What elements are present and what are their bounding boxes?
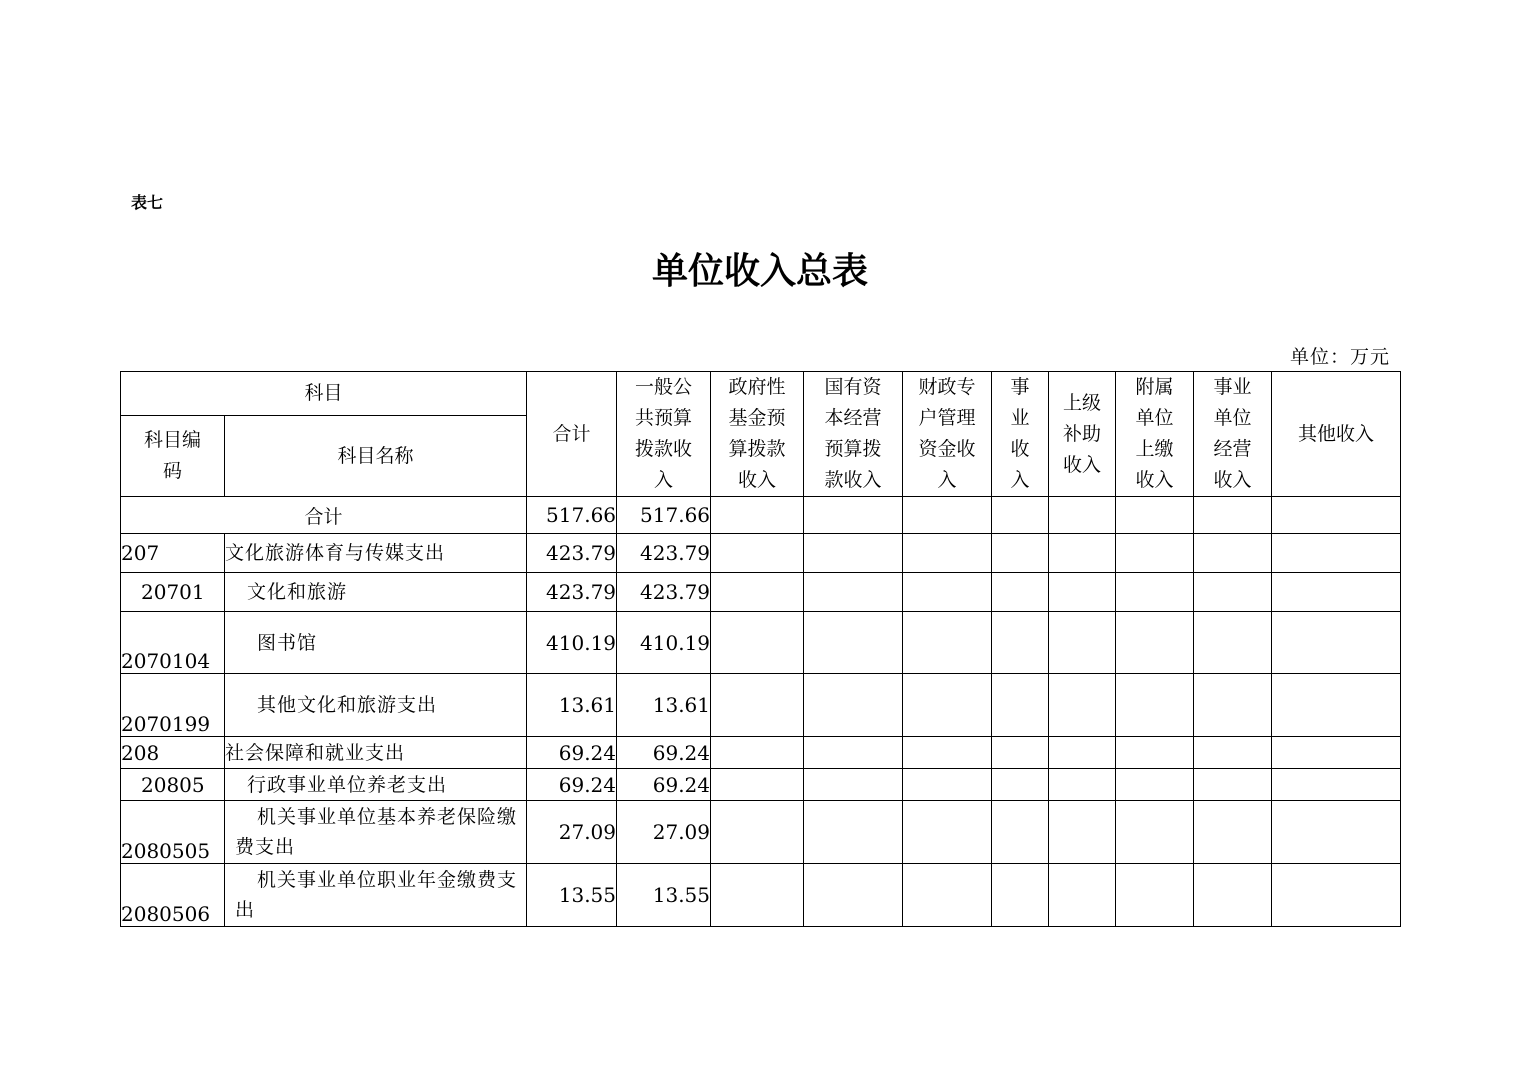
cell-code: 20701 [121,573,225,612]
empty-cell [804,737,903,769]
empty-cell [804,801,903,864]
empty-cell [1116,737,1194,769]
header-gov-fund: 政府性基金预算拨款收入 [711,372,804,497]
unit-label: 单位：万元 [1289,346,1390,368]
empty-cell [804,534,903,573]
empty-cell [992,573,1049,612]
empty-cell [992,737,1049,769]
cell-code: 2070104 [121,612,225,674]
total-row [121,497,1401,534]
empty-cell [1116,864,1194,927]
header-total: 合计 [527,372,617,497]
cell-name: 机关事业单位基本养老保险缴费支出 [225,801,527,864]
cell-code: 207 [121,534,225,573]
empty-cell [1272,674,1401,737]
cell-name: 文化旅游体育与传媒支出 [225,534,527,573]
empty-cell [711,737,804,769]
header-business-income: 事业收入 [992,372,1049,497]
empty-cell [903,573,992,612]
total-row-label: 合计 [121,497,527,534]
header-affiliated: 附属单位上缴收入 [1116,372,1194,497]
cell-general-budget: 69.24 [617,769,711,801]
cell-general-budget: 69.24 [617,737,711,769]
cell-code: 2080505 [121,801,225,864]
empty-cell [1194,737,1272,769]
income-summary-table [120,371,1401,927]
empty-cell [1194,497,1272,534]
empty-cell [711,573,804,612]
empty-cell [992,801,1049,864]
empty-cell [711,674,804,737]
table-row [121,612,1401,674]
cell-code: 2070199 [121,674,225,737]
table-row [121,674,1401,737]
cell-general-budget: 13.55 [617,864,711,927]
table-row [121,801,1401,864]
empty-cell [1116,801,1194,864]
empty-cell [1049,864,1116,927]
empty-cell [1116,497,1194,534]
cell-code: 20805 [121,769,225,801]
empty-cell [1049,573,1116,612]
empty-cell [1116,534,1194,573]
empty-cell [903,497,992,534]
empty-cell [1049,612,1116,674]
empty-cell [1049,801,1116,864]
empty-cell [711,864,804,927]
table-row [121,864,1401,927]
cell-total: 517.66 [527,497,617,534]
empty-cell [1194,801,1272,864]
header-fiscal-special: 财政专户管理资金收入 [903,372,992,497]
table-row [121,534,1401,573]
cell-total: 69.24 [527,737,617,769]
empty-cell [903,801,992,864]
empty-cell [1272,573,1401,612]
empty-cell [1049,737,1116,769]
table-row [121,573,1401,612]
cell-total: 69.24 [527,769,617,801]
empty-cell [903,864,992,927]
empty-cell [903,612,992,674]
empty-cell [992,864,1049,927]
cell-total: 13.61 [527,674,617,737]
cell-general-budget: 517.66 [617,497,711,534]
table-row [121,769,1401,801]
empty-cell [903,534,992,573]
cell-general-budget: 423.79 [617,573,711,612]
cell-code: 2080506 [121,864,225,927]
empty-cell [1194,864,1272,927]
cell-name: 图书馆 [225,612,527,674]
cell-total: 423.79 [527,534,617,573]
cell-name: 社会保障和就业支出 [225,737,527,769]
cell-total: 410.19 [527,612,617,674]
empty-cell [1116,674,1194,737]
cell-name: 文化和旅游 [225,573,527,612]
cell-code: 208 [121,737,225,769]
empty-cell [711,801,804,864]
table-row [121,737,1401,769]
cell-name: 行政事业单位养老支出 [225,769,527,801]
empty-cell [1272,801,1401,864]
empty-cell [1272,497,1401,534]
empty-cell [1049,674,1116,737]
header-subject-code: 科目编码 [121,416,225,497]
header-subject: 科目 [121,372,527,416]
empty-cell [711,497,804,534]
empty-cell [992,612,1049,674]
empty-cell [903,769,992,801]
cell-general-budget: 410.19 [617,612,711,674]
empty-cell [711,612,804,674]
cell-total: 423.79 [527,573,617,612]
cell-total: 13.55 [527,864,617,927]
empty-cell [804,612,903,674]
page-title: 单位收入总表 [651,251,868,292]
empty-cell [1272,737,1401,769]
empty-cell [804,573,903,612]
cell-general-budget: 13.61 [617,674,711,737]
cell-general-budget: 423.79 [617,534,711,573]
header-operating: 事业单位经营收入 [1194,372,1272,497]
cell-general-budget: 27.09 [617,801,711,864]
empty-cell [1272,864,1401,927]
empty-cell [1272,612,1401,674]
cell-name: 机关事业单位职业年金缴费支出 [225,864,527,927]
empty-cell [992,769,1049,801]
empty-cell [1194,674,1272,737]
empty-cell [903,737,992,769]
empty-cell [804,769,903,801]
table-number-label: 表七 [131,193,164,212]
empty-cell [1272,769,1401,801]
empty-cell [1116,573,1194,612]
empty-cell [1194,573,1272,612]
cell-name: 其他文化和旅游支出 [225,674,527,737]
header-subject-name: 科目名称 [225,416,527,497]
empty-cell [992,497,1049,534]
empty-cell [1194,612,1272,674]
empty-cell [804,674,903,737]
header-general-budget: 一般公共预算拨款收入 [617,372,711,497]
empty-cell [1049,769,1116,801]
empty-cell [992,534,1049,573]
empty-cell [1049,497,1116,534]
empty-cell [1116,612,1194,674]
empty-cell [1116,769,1194,801]
empty-cell [804,497,903,534]
empty-cell [992,674,1049,737]
empty-cell [711,769,804,801]
empty-cell [1049,534,1116,573]
empty-cell [1272,534,1401,573]
empty-cell [903,674,992,737]
cell-total: 27.09 [527,801,617,864]
header-other-income: 其他收入 [1272,372,1401,497]
header-superior-subsidy: 上级补助收入 [1049,372,1116,497]
header-state-capital: 国有资本经营预算拨款收入 [804,372,903,497]
empty-cell [804,864,903,927]
empty-cell [1194,534,1272,573]
empty-cell [1194,769,1272,801]
empty-cell [711,534,804,573]
